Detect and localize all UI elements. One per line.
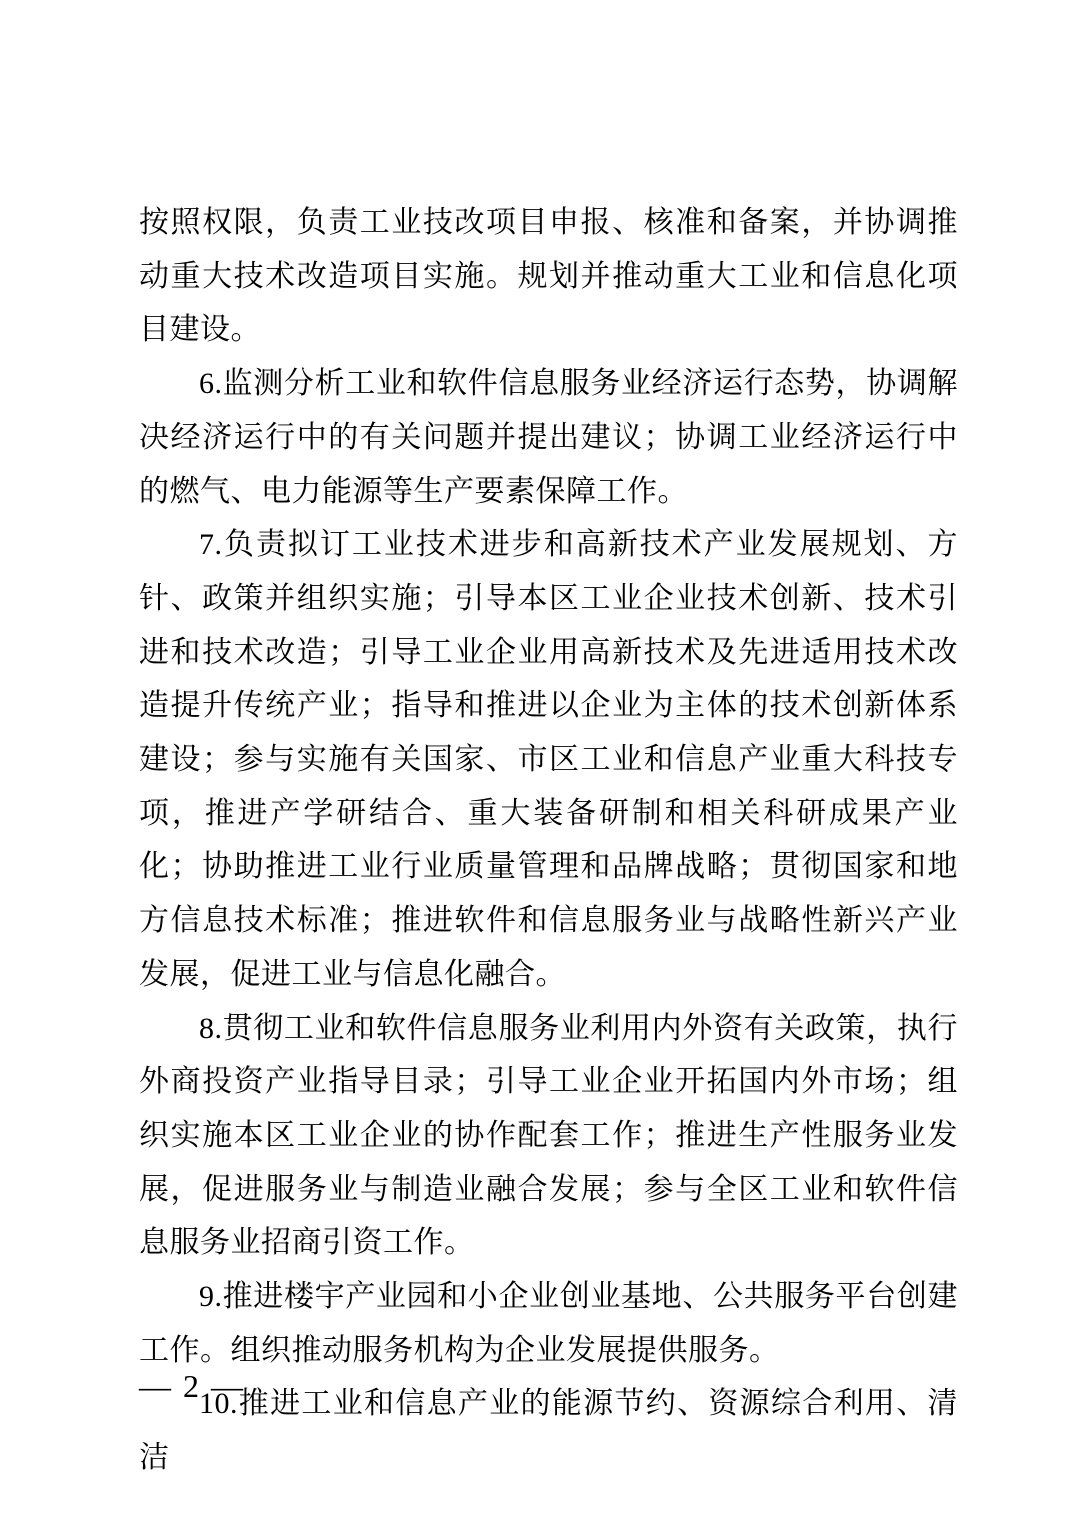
document-body-text [139,196,958,1485]
paragraph-continuation: 按照权限，负责工业技改项目申报、核准和备案，并协调推动重大技术改造项目实施。规划并推动重大工业和信息化项目建设。 [139,206,958,347]
paragraph-item-10: 10.推进工业和信息产业的能源节约、资源综合利用、清洁 [139,1387,958,1475]
paragraph-item-9: 9.推进楼宇产业园和小企业创业基地、公共服务平台创建工作。组织推动服务机构为企业发展提供服务。 [139,1280,958,1367]
paragraph-item-8: 8.贯彻工业和软件信息服务业利用内外资有关政策，执行外商投资产业指导目录；引导工业企业开拓国内外市场；组织实施本区工业企业的协作配套工作；推进生产性服务业发展，促进服务业与制造业融合发展；参与全区工业和软件信息服务业招商引资工作。 [139,1011,958,1260]
paragraph-item-7: 7.负责拟订工业技术进步和高新技术产业发展规划、方针、政策并组织实施；引导本区工业企业技术创新、技术引进和技术改造；引导工业企业用高新技术及先进适用技术改造提升传统产业；指导和推进以企业为主体的技术创新体系建设；参与实施有关国家、市区工业和信息产业重大科技专项，推进产学研结合、重大装备研制和相关科研成果产业化；协助推进工业行业质量管理和品牌战略；贯彻国家和地方信息技术标准；推进软件和信息服务业与战略性新兴产业发展，促进工业与信息化融合。 [139,528,958,991]
paragraph-item-6: 6.监测分析工业和软件信息服务业经济运行态势，协调解决经济运行中的有关问题并提出建议；协调工业经济运行中的燃气、电力能源等生产要素保障工作。 [139,367,958,508]
page-number: — 2 — [139,1368,245,1404]
